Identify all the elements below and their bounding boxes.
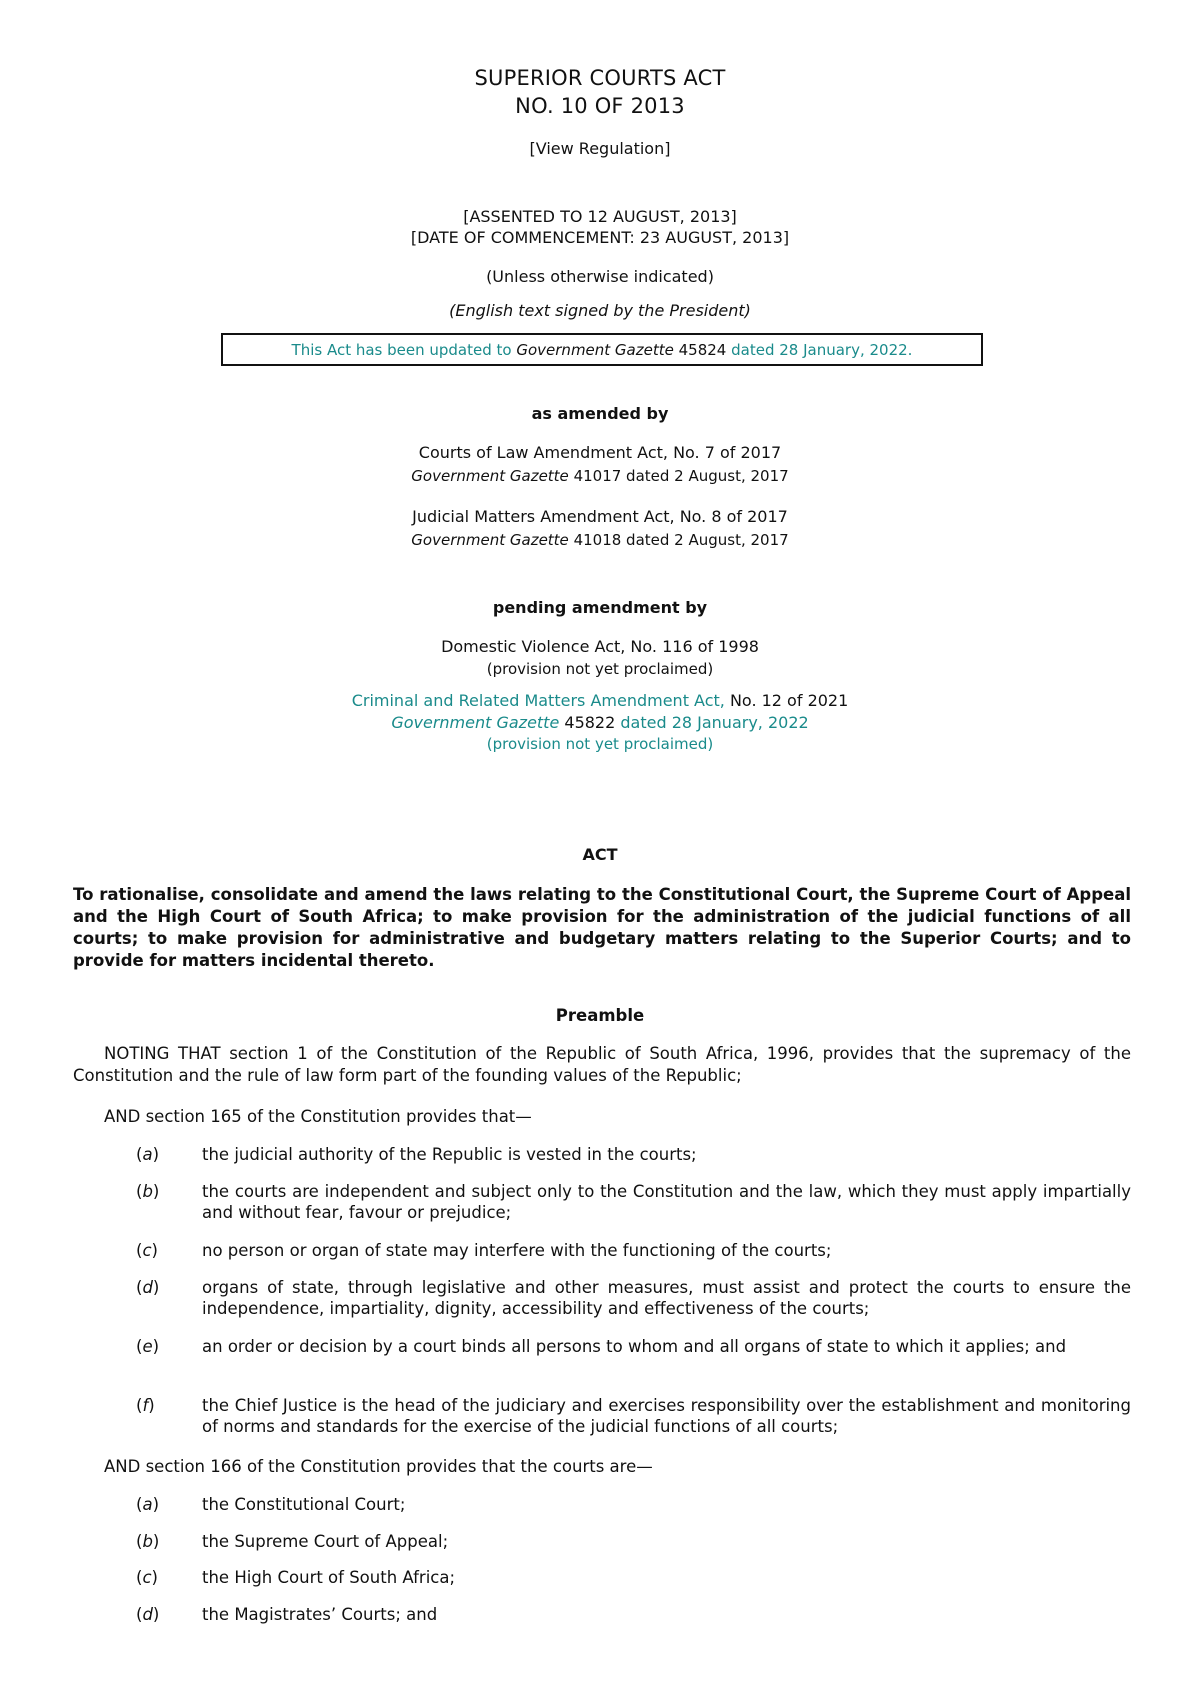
- update-notice-box: [221, 333, 983, 366]
- item-text: no person or organ of state may interfere with the functioning of the courts;: [202, 1241, 832, 1260]
- pending-amendment-heading: pending amendment by: [492, 598, 708, 617]
- list-item: [136, 1240, 1131, 1261]
- gazette-number: 45822: [559, 713, 616, 732]
- view-regulation-link[interactable]: [View Regulation]: [529, 139, 671, 158]
- item-text: the courts are independent and subject only to the Constitution and the law, which they must apply impartially and without fear, favour or prejudice;: [202, 1182, 1131, 1222]
- gazette-details: 41017 dated 2 August, 2017: [568, 467, 789, 485]
- pending-act-2-gazette: [0, 713, 1200, 732]
- pending-act-2-number: No. 12 of 2021: [724, 691, 849, 710]
- pending-act-1[interactable]: Domestic Violence Act, No. 116 of 1998: [441, 637, 759, 656]
- list-item: [136, 1567, 1131, 1588]
- item-label: (c): [136, 1241, 158, 1260]
- item-text: the Magistrates’ Courts; and: [202, 1605, 438, 1624]
- pending-act-1-note: (provision not yet proclaimed): [486, 660, 714, 678]
- item-label: (c): [136, 1568, 158, 1587]
- unless-note: (Unless otherwise indicated): [486, 267, 714, 286]
- item-label: (a): [136, 1495, 159, 1514]
- amending-act-2-gazette: [0, 531, 1200, 549]
- act-title: SUPERIOR COURTS ACT: [474, 66, 726, 90]
- act-number: NO. 10 OF 2013: [515, 94, 685, 118]
- gazette-label: Government Gazette: [411, 467, 569, 485]
- list-item: [136, 1494, 1131, 1515]
- commencement-date: [DATE OF COMMENCEMENT: 23 AUGUST, 2013]: [410, 228, 790, 247]
- item-label: (d): [136, 1605, 160, 1624]
- item-text: the Supreme Court of Appeal;: [202, 1532, 449, 1551]
- amending-act-1[interactable]: Courts of Law Amendment Act, No. 7 of 2017: [418, 443, 782, 462]
- item-label: (b): [136, 1182, 160, 1201]
- update-gazette-label: Government Gazette: [516, 341, 674, 359]
- gazette-date: dated 28 January, 2022: [615, 713, 809, 732]
- item-label: (f): [136, 1396, 155, 1415]
- gazette-details: 41018 dated 2 August, 2017: [568, 531, 789, 549]
- list-item: [136, 1336, 1131, 1357]
- pending-act-2[interactable]: [0, 691, 1200, 710]
- item-text: an order or decision by a court binds all persons to whom and all organs of state to which it applies; and: [202, 1337, 1067, 1356]
- update-suffix: dated 28 January, 2022.: [726, 341, 913, 359]
- update-gazette-number: 45824: [673, 341, 727, 359]
- section-166-intro: AND section 166 of the Constitution provides that the courts are—: [104, 1457, 653, 1476]
- item-text: organs of state, through legislative and other measures, must assist and protect the courts to ensure the independence, impartiality, dignity, accessibility and effectiveness of the courts;: [202, 1278, 1131, 1318]
- list-item: [136, 1181, 1131, 1223]
- item-text: the Chief Justice is the head of the judiciary and exercises responsibility over the establishment and monitoring of norms and standards for the exercise of the judicial functions of all courts;: [202, 1396, 1131, 1436]
- section-165-intro: AND section 165 of the Constitution provides that—: [104, 1107, 532, 1126]
- gazette-label: Government Gazette: [411, 531, 569, 549]
- item-text: the Constitutional Court;: [202, 1495, 406, 1514]
- list-item: [136, 1395, 1131, 1437]
- amending-act-1-gazette: [0, 467, 1200, 485]
- long-title: To rationalise, consolidate and amend the laws relating to the Constitutional Court, the Supreme Court of Appeal and the High Court of South Africa; to make provision for the administration of the judicial functions of all courts; to make provision for administrative and budgetary matters relating to the Superior Courts; and to provide for matters incidental thereto.: [73, 885, 1131, 970]
- amending-act-2[interactable]: Judicial Matters Amendment Act, No. 8 of 2017: [412, 507, 788, 526]
- item-text: the High Court of South Africa;: [202, 1568, 456, 1587]
- list-item: [136, 1604, 1131, 1625]
- item-label: (a): [136, 1145, 159, 1164]
- list-item: [136, 1531, 1131, 1552]
- item-label: (b): [136, 1532, 160, 1551]
- preamble-noting: NOTING THAT section 1 of the Constitution of the Republic of South Africa, 1996, provides that the supremacy of the Constitution and the rule of law form part of the founding values of the Republic;: [73, 1044, 1131, 1085]
- amended-by-heading: as amended by: [531, 404, 669, 423]
- item-label: (e): [136, 1337, 160, 1356]
- pending-act-2-note: (provision not yet proclaimed): [486, 735, 714, 753]
- update-prefix: This Act has been updated to: [291, 341, 517, 359]
- item-text: the judicial authority of the Republic is vested in the courts;: [202, 1145, 697, 1164]
- gazette-label: Government Gazette: [391, 713, 560, 732]
- item-label: (d): [136, 1278, 160, 1297]
- list-item: [136, 1144, 1131, 1165]
- assented-date: [ASSENTED TO 12 AUGUST, 2013]: [463, 207, 737, 226]
- act-heading: ACT: [582, 845, 618, 864]
- pending-act-2-name: Criminal and Related Matters Amendment Act,: [351, 691, 725, 710]
- english-text-note: (English text signed by the President): [449, 301, 751, 320]
- list-item: [136, 1277, 1131, 1319]
- preamble-heading: Preamble: [555, 1006, 645, 1025]
